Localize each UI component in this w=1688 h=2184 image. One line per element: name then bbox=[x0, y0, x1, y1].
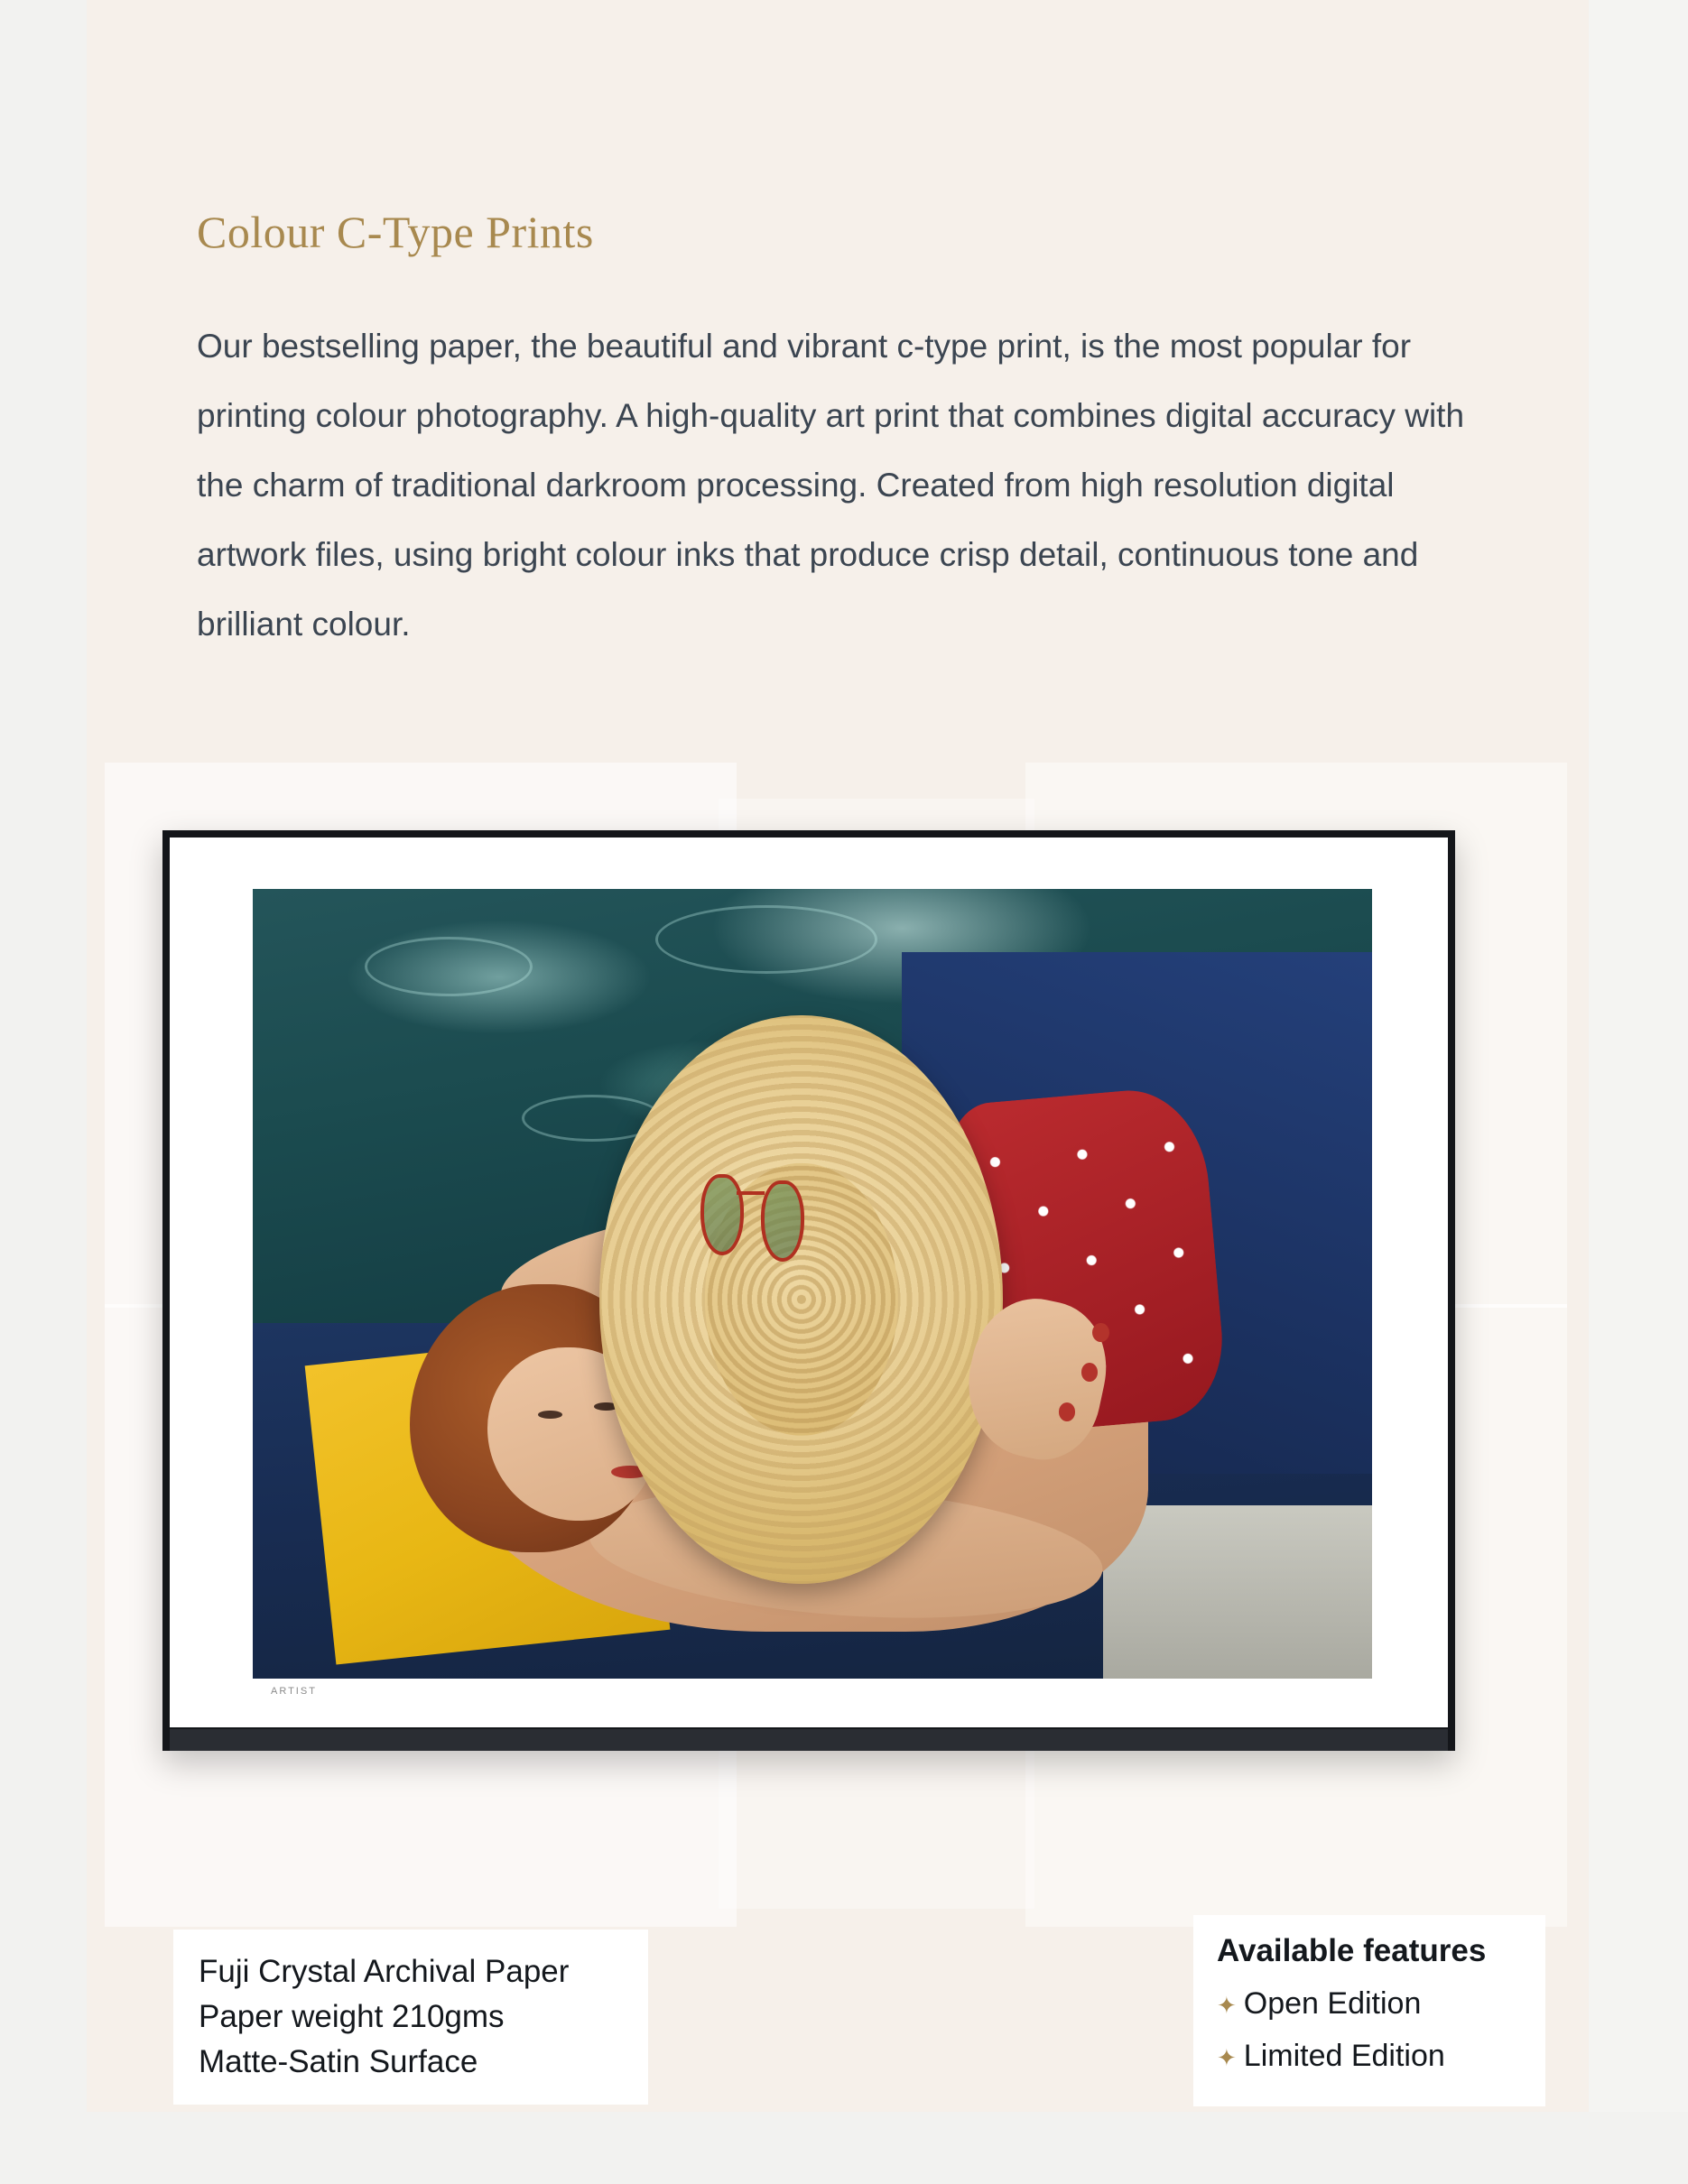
feature-label-limited-edition: Limited Edition bbox=[1243, 2039, 1445, 2073]
fingernail-3 bbox=[1059, 1402, 1076, 1421]
page-title: Colour C-Type Prints bbox=[197, 207, 594, 257]
bullet-icon: ✦ bbox=[1217, 2044, 1237, 2071]
artwork-print bbox=[253, 889, 1372, 1679]
spec-line-1: Fuji Crystal Archival Paper bbox=[199, 1954, 570, 1989]
spec-line-2: Paper weight 210gms bbox=[199, 1999, 505, 2034]
features-title: Available features bbox=[1217, 1933, 1487, 1968]
artwork-signature: ARTIST bbox=[271, 1686, 317, 1697]
print-presentation-box bbox=[162, 830, 1455, 1751]
available-features-box bbox=[1193, 1915, 1545, 2106]
pool-edge-stone bbox=[1103, 1505, 1372, 1680]
water-ripple-1 bbox=[365, 937, 533, 996]
spec-line-3: Matte-Satin Surface bbox=[199, 2044, 478, 2079]
right-margin-strip bbox=[1589, 0, 1688, 2184]
feature-item-limited-edition bbox=[1217, 2031, 1522, 2083]
straw-sun-hat bbox=[599, 1015, 1002, 1584]
feature-item-open-edition bbox=[1217, 1978, 1522, 2031]
sunglasses-left-lens bbox=[700, 1174, 744, 1255]
water-ripple-2 bbox=[655, 905, 877, 974]
print-box-interior bbox=[170, 838, 1448, 1727]
body-paragraph: Our bestselling paper, the beautiful and vibrant c-type print, is the most popular for printing colour photography. A high-quality art print that combines digital accuracy with the charm of traditional darkroom processing. Created from high resolution digital artwork files, using bright colour inks that produce crisp detail, continuous tone and brilliant colour. bbox=[197, 328, 1465, 643]
fingernail-1 bbox=[1092, 1323, 1109, 1342]
paper-spec-box bbox=[173, 1930, 648, 2105]
product-photo bbox=[87, 763, 1603, 1936]
bullet-icon: ✦ bbox=[1217, 1992, 1237, 2019]
sunglasses-bridge bbox=[737, 1191, 765, 1195]
print-box-lip bbox=[170, 1729, 1448, 1751]
feature-label-open-edition: Open Edition bbox=[1243, 1986, 1422, 2021]
sunglasses-right-lens bbox=[761, 1180, 804, 1262]
fingernail-2 bbox=[1081, 1363, 1099, 1382]
page-bottom-margin bbox=[0, 2112, 1688, 2184]
